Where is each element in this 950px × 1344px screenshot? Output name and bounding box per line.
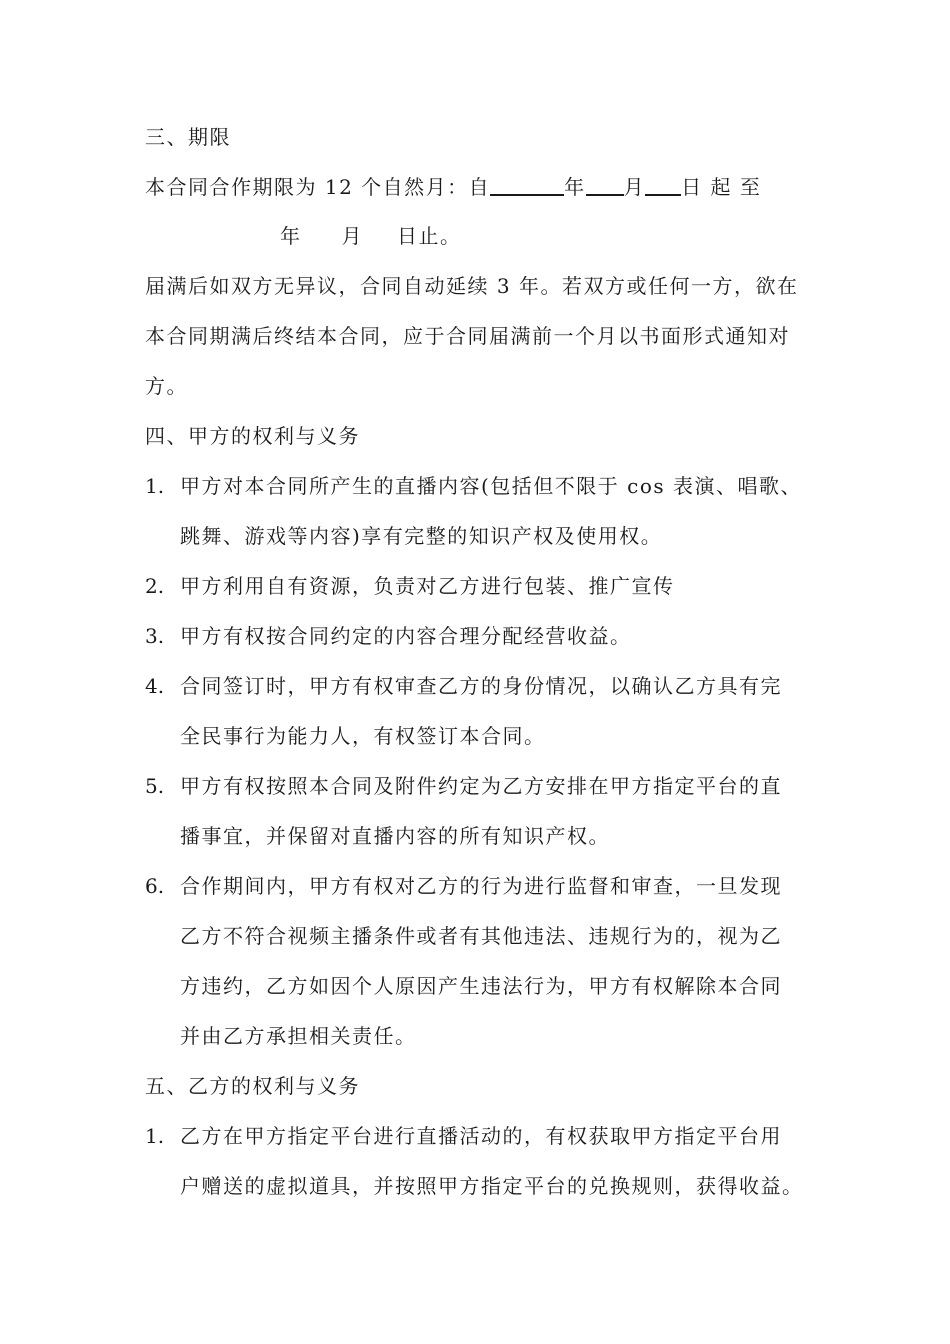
- term-line: [145, 172, 810, 201]
- item-number: 6.: [145, 874, 165, 898]
- year-blank[interactable]: [490, 172, 564, 196]
- item-number: 1.: [145, 474, 165, 498]
- section-3-heading: 三、期限: [145, 125, 231, 149]
- item-number: 1.: [145, 1124, 165, 1148]
- list-item-line: 甲方有权按合同约定的内容合理分配经营收益。: [180, 624, 632, 648]
- renewal-line: 本合同期满后终结本合同，应于合同届满前一个月以书面形式通知对: [145, 324, 790, 348]
- list-item-line: 并由乙方承担相关责任。: [180, 1024, 417, 1048]
- list-item-line: 乙方在甲方指定平台进行直播活动的，有权获取甲方指定平台用: [180, 1124, 782, 1148]
- list-item-line: 乙方不符合视频主播条件或者有其他违法、违规行为的，视为乙: [180, 924, 782, 948]
- day-label: 日 起 至: [681, 175, 762, 199]
- month-label: 月: [623, 175, 646, 199]
- list-item-line: 户赠送的虚拟道具，并按照甲方指定平台的兑换规则，获得收益。: [180, 1174, 804, 1198]
- end-date-line: [280, 222, 680, 250]
- list-item-line: 全民事行为能力人，有权签订本合同。: [180, 724, 546, 748]
- item-number: 5.: [145, 774, 165, 798]
- renewal-line: 方。: [145, 374, 188, 398]
- list-item-line: 跳舞、游戏等内容)享有完整的知识产权及使用权。: [180, 524, 663, 548]
- list-item-line: 合作期间内，甲方有权对乙方的行为进行监督和审查，一旦发现: [180, 874, 782, 898]
- term-prefix: 本合同合作期限为 12 个自然月：自: [145, 175, 491, 199]
- list-item-line: 合同签订时，甲方有权审查乙方的身份情况，以确认乙方具有完: [180, 674, 782, 698]
- renewal-line: 届满后如双方无异议，合同自动延续 3 年。若双方或任何一方，欲在: [145, 274, 799, 298]
- list-item-line: 甲方利用自有资源，负责对乙方进行包装、推广宣传: [180, 574, 675, 598]
- month-blank[interactable]: [586, 172, 624, 196]
- list-item-line: 甲方对本合同所产生的直播内容(包括但不限于 cos 表演、唱歌、: [180, 474, 803, 498]
- list-item-line: 方违约，乙方如因个人原因产生违法行为，甲方有权解除本合同: [180, 974, 782, 998]
- end-day-label: 日止。: [397, 224, 462, 248]
- end-month-label: 月: [341, 224, 363, 248]
- year-label: 年: [564, 175, 586, 199]
- section-4-heading: 四、甲方的权利与义务: [145, 424, 360, 448]
- list-item-line: 播事宜，并保留对直播内容的所有知识产权。: [180, 824, 610, 848]
- item-number: 2.: [145, 574, 165, 598]
- day-blank[interactable]: [645, 172, 681, 196]
- list-item-line: 甲方有权按照本合同及附件约定为乙方安排在甲方指定平台的直: [180, 774, 782, 798]
- end-year-label: 年: [280, 224, 302, 248]
- item-number: 4.: [145, 674, 165, 698]
- item-number: 3.: [145, 624, 165, 648]
- section-5-heading: 五、乙方的权利与义务: [145, 1074, 360, 1098]
